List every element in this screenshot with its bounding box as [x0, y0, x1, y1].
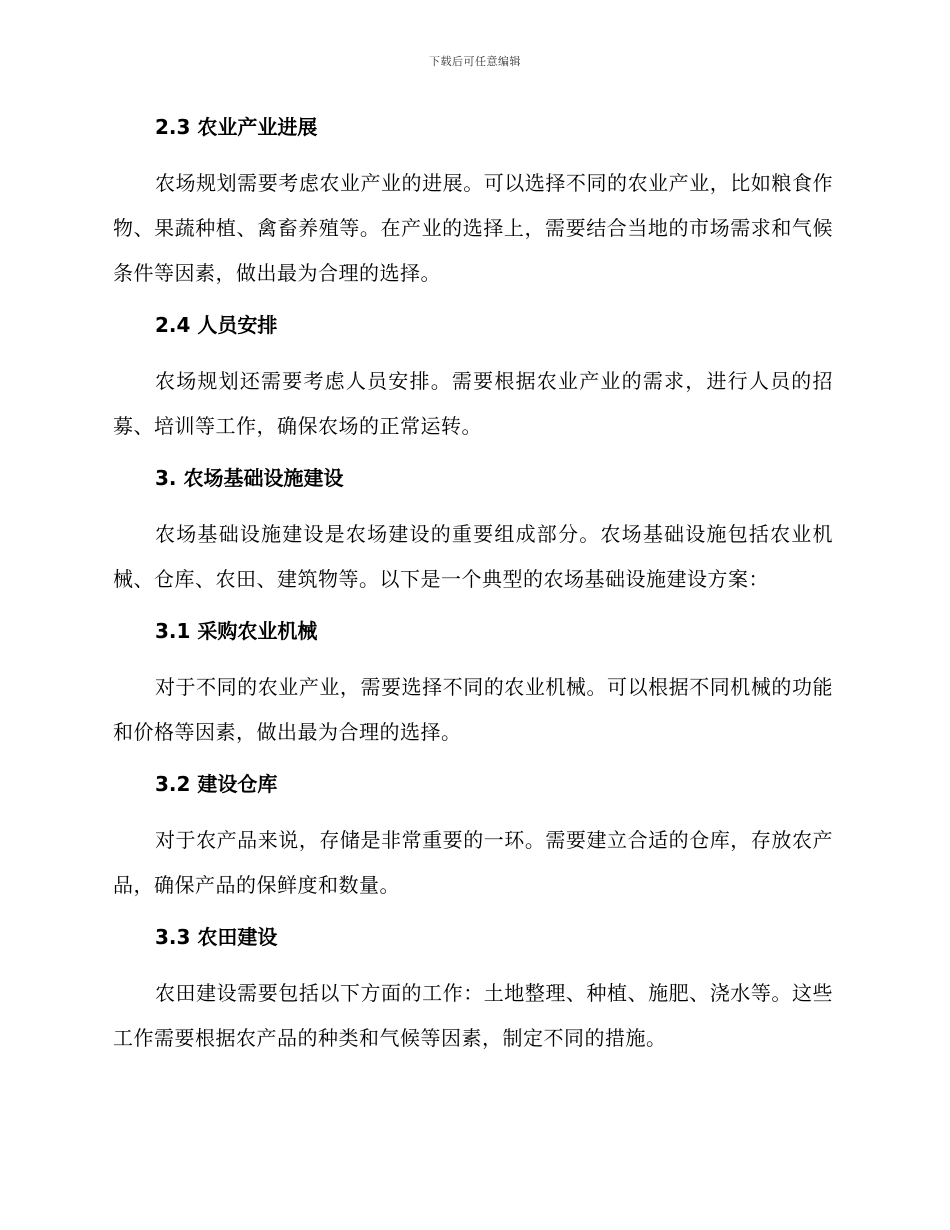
section-paragraph-2-3: [113, 161, 833, 296]
paragraph-line: 农场规划还需要考虑人员安排。需要根据农业产业的需求，进行人员的: [155, 369, 813, 393]
paragraph-line: 这些工作需要根据农产品的种类和气候等因素，制定不同的措施。: [113, 981, 833, 1050]
document-body: [113, 112, 833, 1061]
section-heading-2-3: 2.3 农业产业进展: [155, 115, 318, 139]
paragraph-line: 农田建设需要包括以下方面的工作：土地整理、种植、施肥、浇水等。: [155, 981, 792, 1005]
section-heading-3-1: 3.1 采购农业机械: [155, 619, 318, 643]
section-heading-3-3: 3.3 农田建设: [155, 925, 278, 949]
section-heading-2-4: 2.4 人员安排: [155, 313, 278, 337]
page-header: 下载后可任意编辑: [429, 55, 521, 68]
section-paragraph-3-3: [113, 971, 833, 1061]
paragraph-line: 食作物、果蔬种植、禽畜养殖等。在产业的选择上，需要结合当地的市场需: [113, 171, 833, 240]
paragraph-line: 农产品，确保产品的保鲜度和数量。: [113, 828, 833, 897]
section-heading-3: 3. 农场基础设施建设: [155, 466, 344, 490]
paragraph-line: 功能和价格等因素，做出最为合理的选择。: [113, 675, 833, 744]
paragraph-line: 对于不同的农业产业，需要选择不同的农业机械。可以根据不同机械的: [155, 675, 792, 699]
section-paragraph-2-4: [113, 359, 833, 449]
paragraph-line: 招募、培训等工作，确保农场的正常运转。: [113, 369, 833, 438]
section-paragraph-3-1: [113, 665, 833, 755]
paragraph-line: 农场规划需要考虑农业产业的进展。可以选择不同的农业产业，比如粮: [155, 171, 792, 195]
paragraph-line: 机械、仓库、农田、建筑物等。以下是一个典型的农场基础设施建设方案：: [113, 522, 833, 591]
section-heading-3-2: 3.2 建设仓库: [155, 772, 278, 796]
paragraph-line: 求和气候条件等因素，做出最为合理的选择。: [113, 216, 834, 285]
paragraph-line: 农场基础设施建设是农场建设的重要组成部分。农场基础设施包括农业: [155, 522, 813, 546]
section-paragraph-3: [113, 512, 833, 602]
paragraph-line: 对于农产品来说，存储是非常重要的一环。需要建立合适的仓库，存放: [155, 828, 792, 852]
section-paragraph-3-2: [113, 818, 833, 908]
